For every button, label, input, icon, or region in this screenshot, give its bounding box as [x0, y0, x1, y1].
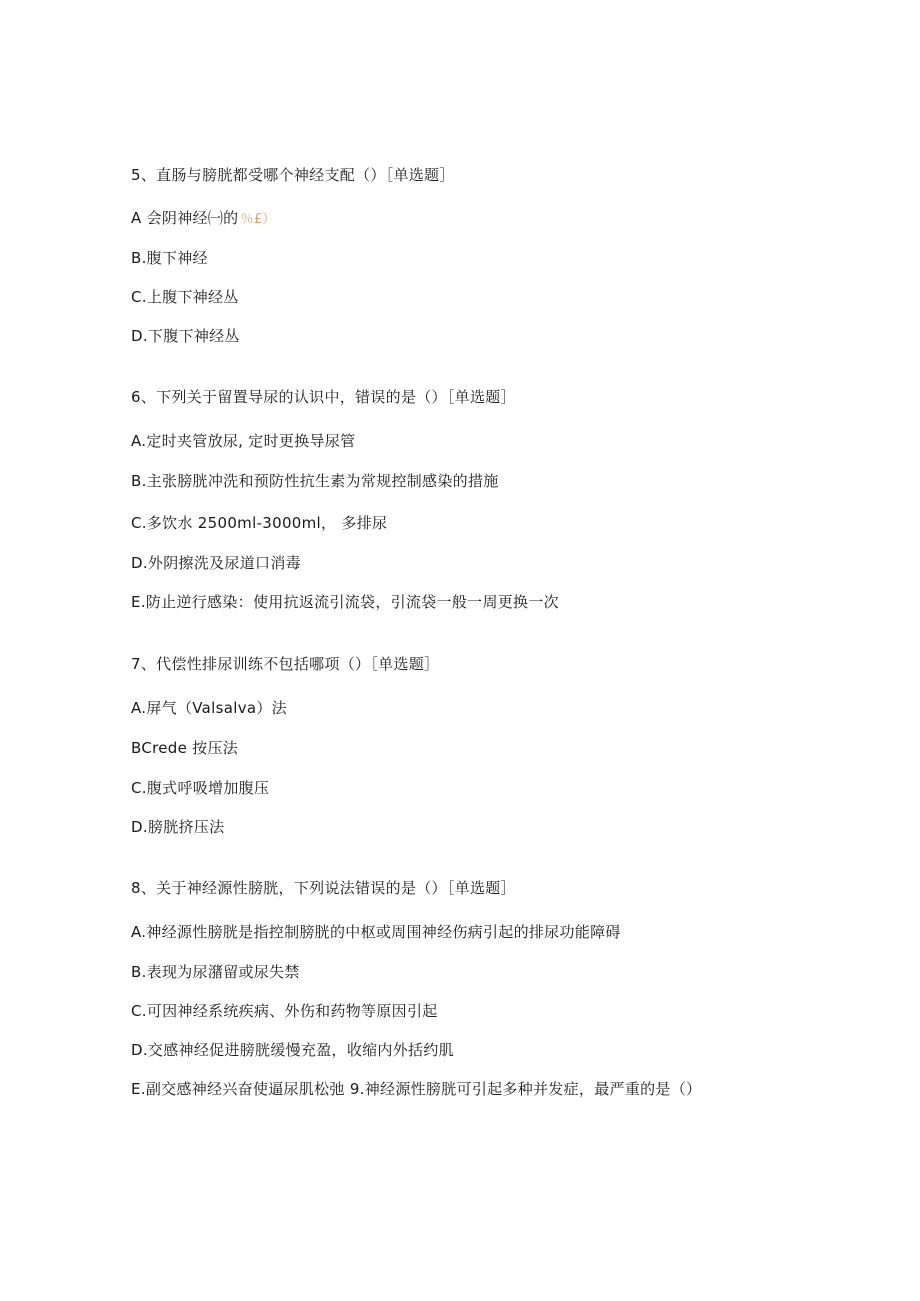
- question-8-option-c: C.可因神经系统疾病、外伤和药物等原因引起: [131, 1002, 438, 1020]
- question-6-option-d: D.外阴擦洗及尿道口消毒: [131, 554, 301, 572]
- option-faint-text: ％£）: [240, 212, 276, 227]
- question-5-option-a: [131, 208, 276, 230]
- question-6-option-c: C.多饮水 2500ml-3000ml， 多排尿: [131, 514, 388, 532]
- question-7-option-c: C.腹式呼吸增加腹压: [131, 779, 270, 797]
- question-6-option-e: E.防止逆行感染：使用抗返流引流袋，引流袋一般一周更换一次: [131, 593, 559, 611]
- question-7-option-a: A.屏气（Valsalva）法: [131, 699, 287, 717]
- question-8-title: 8、关于神经源性膀胱，下列说法错误的是（）［单选题］: [131, 879, 516, 897]
- question-8-option-d: D.交感神经促进膀胱缓慢充盈，收缩内外括约肌: [131, 1041, 454, 1059]
- question-6-option-b: B.主张膀胱冲洗和预防性抗生素为常规控制感染的措施: [131, 472, 499, 490]
- option-text: A 会阴神经㈠的: [131, 209, 239, 227]
- question-5-option-c: C.上腹下神经丛: [131, 288, 239, 306]
- question-5-title: 5、直肠与膀胱都受哪个神经支配（）［单选题］: [131, 166, 455, 184]
- question-7-option-d: D.膀胱挤压法: [131, 818, 225, 836]
- question-8-option-a: A.神经源性膀胱是指控制膀胱的中枢或周围神经伤病引起的排尿功能障碍: [131, 923, 621, 941]
- question-5-option-b: B.腹下神经: [131, 249, 208, 267]
- question-7-option-b: BCrede 按压法: [131, 739, 239, 757]
- question-8-option-e: E.副交感神经兴奋使逼尿肌松弛 9.神经源性膀胱可引起多种并发症，最严重的是（）: [131, 1080, 702, 1098]
- question-8-option-b: B.表现为尿潴留或尿失禁: [131, 963, 300, 981]
- question-5-option-d: D.下腹下神经丛: [131, 327, 240, 345]
- question-7-title: 7、代偿性排尿训练不包括哪项（）［单选题］: [131, 655, 440, 673]
- question-6-option-a: A.定时夹管放尿, 定时更换导尿管: [131, 432, 356, 450]
- question-6-title: 6、下列关于留置导尿的认识中，错误的是（）［单选题］: [131, 388, 516, 406]
